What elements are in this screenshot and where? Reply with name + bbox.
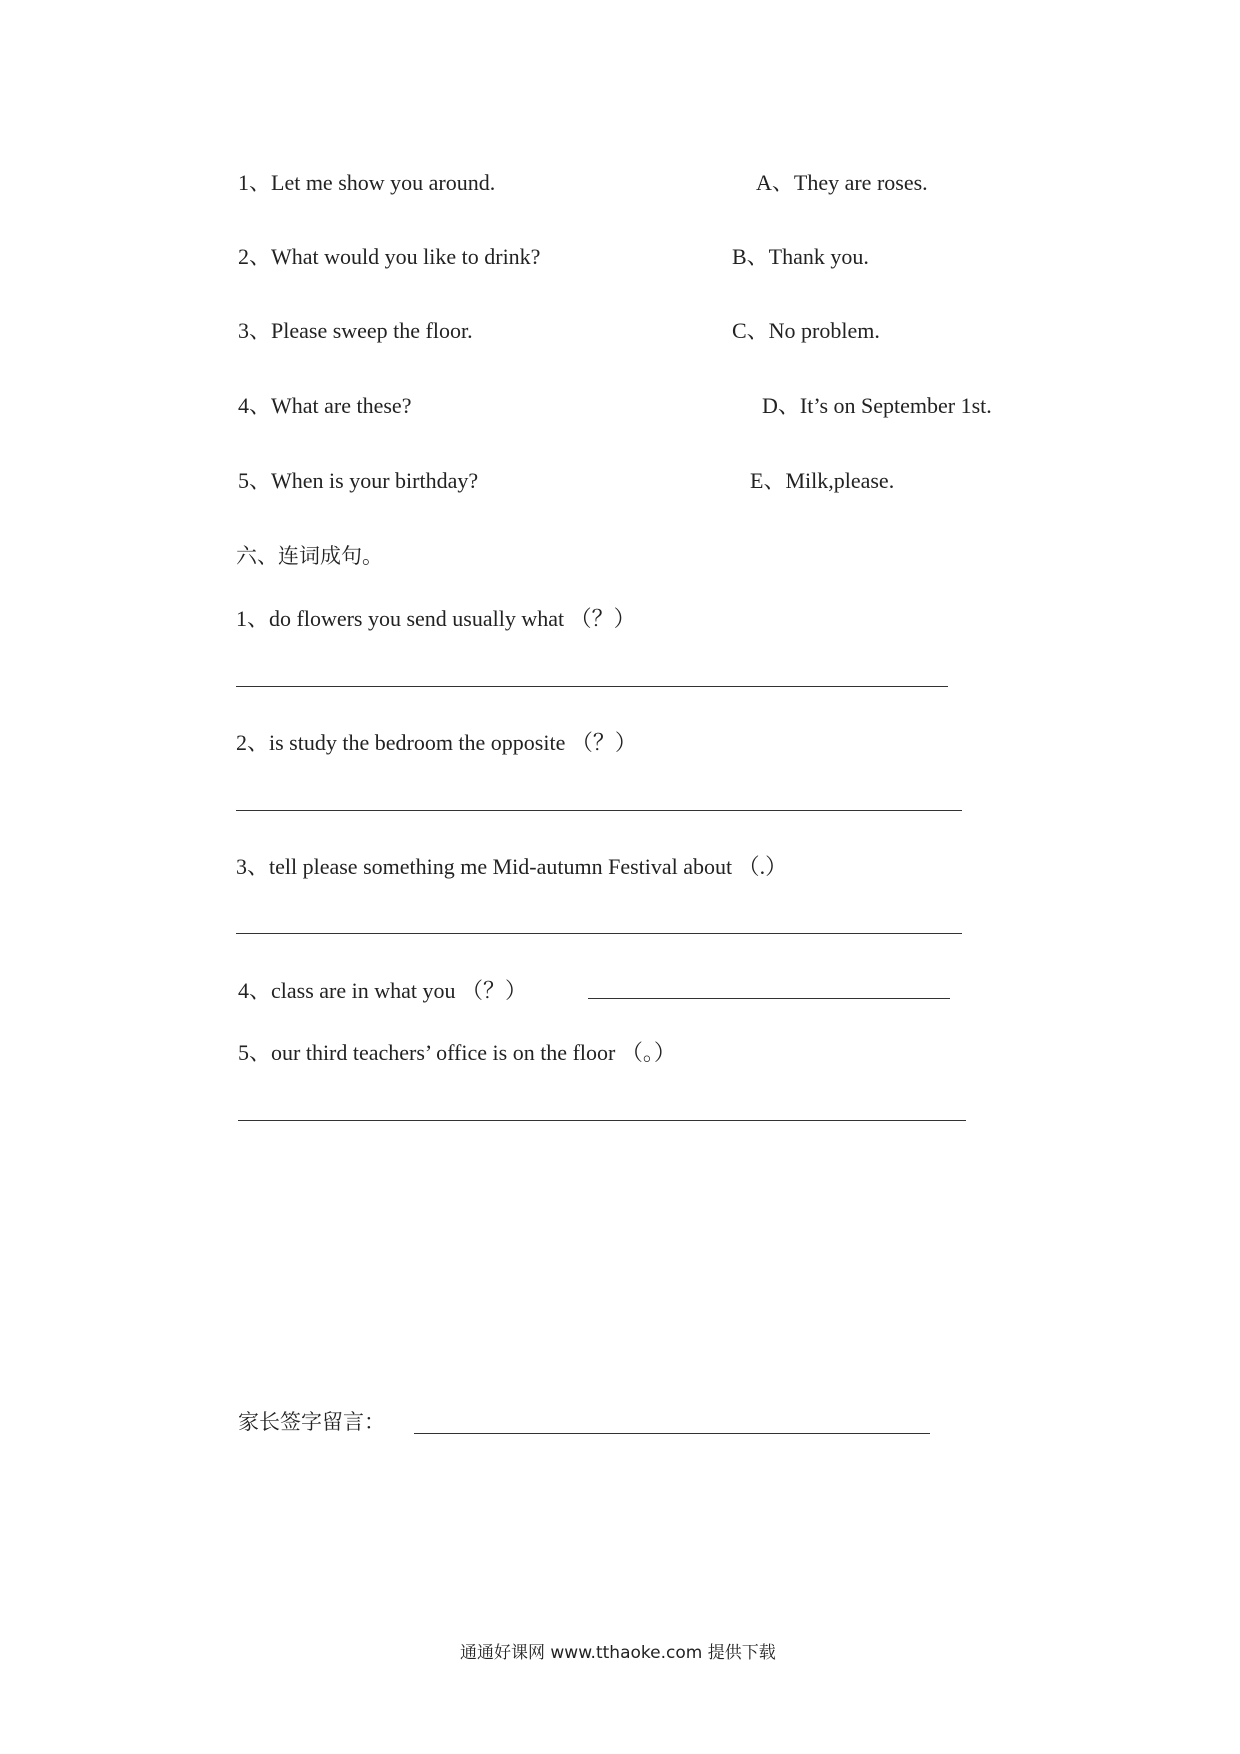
reorder-item-1: 1、do flowers you send usually what （？） [236,606,636,631]
page-footer: 通通好课网 www.tthaoke.com 提供下载 [460,1643,776,1663]
answer-line-3[interactable] [236,933,962,934]
answer-line-2[interactable] [236,810,962,811]
signature-label: 家长签字留言： [238,1410,385,1434]
matching-question-3: 3、Please sweep the floor. [238,318,473,343]
reorder-item-5: 5、our third teachers’ office is on the floor （。） [238,1040,676,1065]
reorder-item-4: 4、class are in what you （？） [238,978,527,1003]
matching-answer-b: B、Thank you. [732,244,869,269]
answer-line-5[interactable] [238,1120,966,1121]
matching-question-1: 1、Let me show you around. [238,170,496,195]
matching-question-5: 5、When is your birthday? [238,468,479,493]
signature-line[interactable] [414,1433,930,1434]
answer-line-1[interactable] [236,686,948,687]
matching-question-4: 4、What are these? [238,393,412,418]
matching-question-2: 2、What would you like to drink? [238,244,541,269]
reorder-item-3: 3、tell please something me Mid-autumn Festival about （.） [236,854,788,879]
matching-answer-e: E、Milk,please. [750,468,895,493]
matching-answer-d: D、It’s on September 1st. [762,393,992,418]
matching-answer-a: A、They are roses. [756,170,928,195]
answer-line-4[interactable] [588,998,950,999]
section-heading: 六、连词成句。 [236,544,383,568]
matching-answer-c: C、No problem. [732,318,880,343]
reorder-item-2: 2、is study the bedroom the opposite （？） [236,730,637,755]
